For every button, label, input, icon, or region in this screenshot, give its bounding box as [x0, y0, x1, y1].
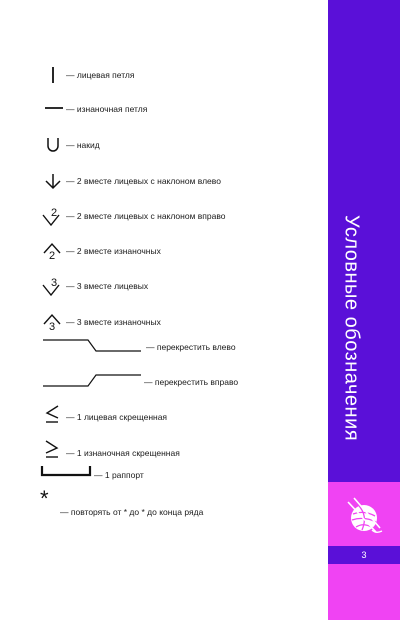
legend-label-k2tog-right: — 2 вместе лицевых с наклоном вправо	[66, 211, 226, 221]
cross-left-icon	[42, 336, 142, 354]
legend-label-cross-right: — перекрестить вправо	[144, 377, 239, 387]
svg-text:2: 2	[49, 250, 56, 261]
repeat-bracket-icon	[40, 463, 92, 479]
legend-label-p3tog: — 3 вместе изнаночных	[66, 317, 161, 327]
purl-twisted-icon	[42, 438, 62, 460]
k2tog-right-icon	[42, 205, 64, 227]
k2tog-left-icon	[44, 172, 62, 190]
legend-label-yarn-over: — накид	[66, 140, 100, 150]
legend-label-knit: — лицевая петля	[66, 70, 135, 80]
sidebar-title: Условные обозначения	[340, 214, 363, 442]
purl-stitch-icon	[44, 104, 64, 112]
p2tog-icon	[42, 239, 64, 261]
svg-text:3: 3	[51, 277, 58, 289]
legend-label-purl: — изнаночная петля	[66, 104, 148, 114]
k3tog-icon	[42, 275, 64, 297]
yarn-ball-with-needles-icon	[342, 494, 386, 538]
svg-text:*: *	[40, 488, 49, 508]
knit-stitch-icon	[46, 66, 60, 84]
svg-text:2: 2	[51, 207, 58, 219]
page-number: 3	[361, 550, 367, 560]
legend-label-k3tog: — 3 вместе лицевых	[66, 281, 149, 291]
knit-twisted-icon	[42, 403, 62, 425]
svg-text:3: 3	[49, 321, 56, 332]
yarn-over-icon	[46, 137, 60, 153]
legend-label-purl-twisted: — 1 изнаночная скрещенная	[66, 448, 180, 458]
legend-label-knit-twisted: — 1 лицевая скрещенная	[66, 412, 168, 422]
p3tog-icon	[42, 310, 64, 332]
legend-label-k2tog-left: — 2 вместе лицевых с наклоном влево	[66, 176, 221, 186]
legend-label-asterisk: — повторять от * до * до конца ряда	[60, 507, 204, 517]
page-number-band	[328, 546, 400, 564]
legend-label-p2tog: — 2 вместе изнаночных	[66, 246, 161, 256]
cross-right-icon	[42, 371, 142, 389]
asterisk-icon	[38, 488, 56, 508]
legend-label-cross-left: — перекрестить влево	[146, 342, 236, 352]
legend-label-repeat: — 1 раппорт	[94, 470, 144, 480]
